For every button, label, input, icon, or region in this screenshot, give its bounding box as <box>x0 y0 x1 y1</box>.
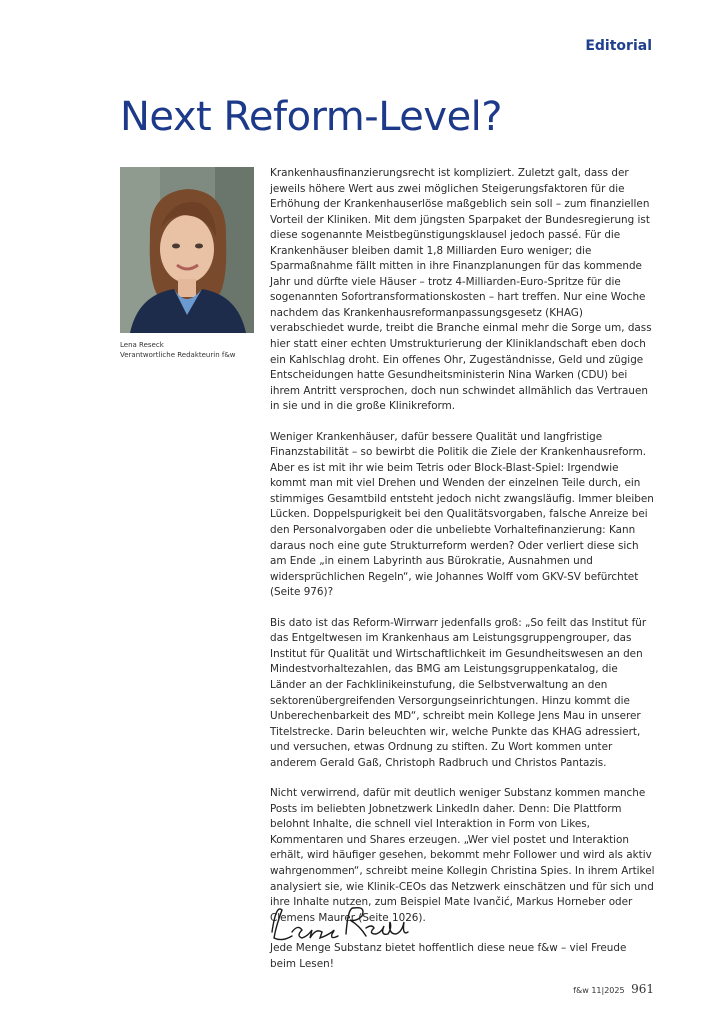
section-label: Editorial <box>585 38 652 54</box>
page-footer <box>573 982 654 996</box>
photo-caption <box>120 340 236 360</box>
paragraph: Bis dato ist das Reform-Wirrwarr jedenfalls groß: „So feilt das Institut für das Entgeltwesen im Krankenhaus am Leistungsgruppengrouper, das Institut für Qualität und Wirtschaftlichkeit im Gesundheitswesen an den Mindestvorhaltezahlen, das BMG am Leistungsgruppenkatalog, die Länder an der Fachklinikeinstufung, die Selbstverwaltung an den sektorenübergreifenden Versorgungseinrichtungen. Hinzu kommt die Unberechenbarkeit des MD“, schreibt mein Kollege Jens Mau in unserer Titelstrecke. Darin beleuchten wir, welche Punkte das KHAG adressiert, und versuchen, etwas Ordnung zu stiften. Zu Wort kommen unter anderem Gerald Gaß, Christoph Radbruch und Christos Pantazis. <box>270 616 647 769</box>
author-role: Verantwortliche Redakteurin f&w <box>120 351 236 359</box>
paragraph: Krankenhausfinanzierungsrecht ist kompliziert. Zuletzt galt, dass der jeweils höhere Wert aus zwei möglichen Steigerungsfaktoren für die Erhöhung der Krankenhauserlöse maßgeblich sein soll – zum finanziellen Vorteil der Kliniken. Mit dem jüngsten Sparpaket der Bundesregierung ist diese sogenannte Meistbegünstigungsklausel jedoch passé. Für die Krankenhäuser bleiben damit 1,8 Milliarden Euro weniger; die Sparmaßnahme fällt mitten in ihre Finanzplanungen für das kommende Jahr und dürfte viele Häuser – trotz 4-Milliarden-Euro-Spritze für die sogenannten Sofortransformationskosten – hart treffen. Nur eine Woche nachdem das Krankenhausreformanpassungsgesetz (KHAG) verabschiedet wurde, treibt die Branche einmal mehr die Sorge um, dass hier statt einer echten Umstrukturierung der Kliniklandschaft eben doch ein Kahlschlag droht. Ein offenes Ohr, Zugeständnisse, Geld und zügige Entscheidungen hatte Gesundheitsministerin Nina Warken (CDU) bei ihrem Antritt versprochen, doch nun schwindet allmählich das Vertrauen in sie und in die große Klinikreform. <box>270 167 652 413</box>
paragraph: Nicht verwirrend, dafür mit deutlich weniger Substanz kommen manche Posts im beliebten Jobnetzwerk LinkedIn daher. Denn: Die Plattform belohnt Inhalte, die schnell viel Interaktion in Form von Likes, Kommentaren und Shares erzeugen. „Wer viel postet und Interaktion erhält, wird häufiger gesehen, bekommt mehr Follower und wird als aktiv wahrgenommen“, schreibt meine Kollegin Christina Spies. In ihrem Artikel analysiert sie, wie Klinik-CEOs das Netzwerk einschätzen und für sich und ihre Inhalte nutzen, zum Beispiel Mate Ivančić, Markus Horneber oder Clemens Maurer (Seite 1026). <box>270 787 655 924</box>
issue-label: f&w 11|2025 <box>573 986 625 995</box>
paragraph: Jede Menge Substanz bietet hoffentlich diese neue f&w – viel Freude beim Lesen! <box>270 942 627 970</box>
page-title: Next Reform-Level? <box>120 94 503 140</box>
portrait-icon <box>120 167 254 333</box>
signature-icon <box>262 892 412 952</box>
author-name: Lena Reseck <box>120 341 164 349</box>
author-photo <box>120 167 254 333</box>
page-number: 961 <box>631 982 654 996</box>
article-body <box>270 166 655 987</box>
signature <box>262 892 412 956</box>
paragraph: Weniger Krankenhäuser, dafür bessere Qualität und langfristige Finanzstabilität – so bewirbt die Politik die Ziele der Krankenhausreform. Aber es ist mit ihr wie beim Tetris oder Block-Blast-Spiel: Irgendwie kommt man mit viel Drehen und Wenden der einzelnen Teile durch, ein stimmiges Gesamtbild entsteht jedoch nicht zwangsläufig. Immer bleiben Lücken. Doppelspurigkeit bei den Qualitätsvorgaben, falsche Anreize bei den Personalvorgaben oder die unbeliebte Vorhaltefinanzierung: Kann daraus noch eine gute Strukturreform werden? Oder verliert diese sich am Ende „in einem Labyrinth aus Bürokratie, Ausnahmen und widersprüchlichen Regeln“, wie Johannes Wolff vom GKV-SV befürchtet (Seite 976)? <box>270 430 654 599</box>
